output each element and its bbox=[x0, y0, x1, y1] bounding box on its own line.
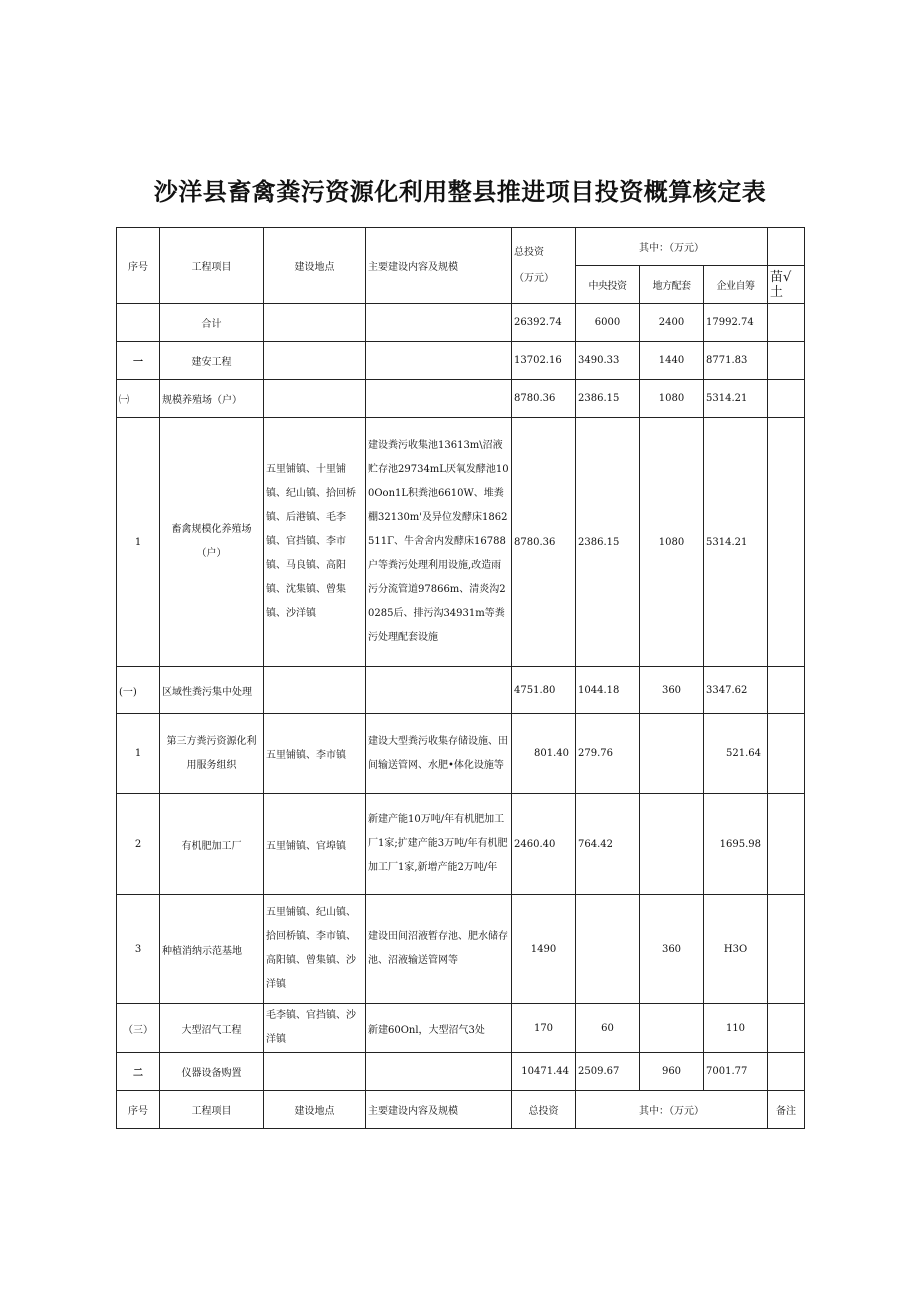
cell-location: 毛李镇、官挡镇、沙洋镇 bbox=[264, 1004, 366, 1053]
cell-enterprise: 3347.62 bbox=[704, 667, 768, 714]
cell-local: 360 bbox=[640, 667, 704, 714]
header-group: 其中：（万元） bbox=[576, 228, 768, 266]
header-remark-top bbox=[768, 228, 805, 266]
cell-seq: 一 bbox=[117, 342, 160, 380]
cell-item: 种植消纳示范基地 bbox=[160, 895, 264, 1004]
header-total bbox=[512, 228, 576, 304]
table-row bbox=[117, 1004, 805, 1053]
cell-enterprise: 521.64 bbox=[704, 714, 768, 794]
table-row bbox=[117, 342, 805, 380]
table-row bbox=[117, 895, 805, 1004]
footer-content: 主要建设内容及规模 bbox=[366, 1091, 512, 1129]
cell-central bbox=[576, 895, 640, 1004]
investment-table bbox=[116, 227, 805, 1129]
cell-item: 规模养殖场（户） bbox=[160, 380, 264, 418]
cell-total: 170 bbox=[512, 1004, 576, 1053]
cell-seq: 1 bbox=[117, 714, 160, 794]
cell-local: 1440 bbox=[640, 342, 704, 380]
cell-content bbox=[366, 1053, 512, 1091]
cell-item: 有机肥加工厂 bbox=[160, 794, 264, 895]
cell-location bbox=[264, 304, 366, 342]
cell-total: 10471.44 bbox=[512, 1053, 576, 1091]
cell-location bbox=[264, 667, 366, 714]
cell-central: 764.42 bbox=[576, 794, 640, 895]
cell-enterprise: 5314.21 bbox=[704, 418, 768, 667]
cell-total: 8780.36 bbox=[512, 418, 576, 667]
cell-content bbox=[366, 667, 512, 714]
cell-item: 仪器设备购置 bbox=[160, 1053, 264, 1091]
cell-item: 区域性粪污集中处理 bbox=[160, 667, 264, 714]
cell-content: 建设大型粪污收集存储设施、田间输送管网、水肥•体化设施等 bbox=[366, 714, 512, 794]
cell-location: 五里铺镇、官埠镇 bbox=[264, 794, 366, 895]
footer-location: 建设地点 bbox=[264, 1091, 366, 1129]
cell-central: 279.76 bbox=[576, 714, 640, 794]
cell-content: 新建产能10万吨/年有机肥加工厂1家;扩建产能3万吨/年有机肥加工厂1家,新增产能2万吨/年 bbox=[366, 794, 512, 895]
cell-location bbox=[264, 380, 366, 418]
repeated-header-row bbox=[117, 1091, 805, 1129]
header-remark-fragment: 苗√土 bbox=[768, 266, 805, 304]
table-row bbox=[117, 714, 805, 794]
header-enterprise: 企业自筹 bbox=[704, 266, 768, 304]
cell-total: 13702.16 bbox=[512, 342, 576, 380]
cell-remark bbox=[768, 714, 805, 794]
table-row bbox=[117, 418, 805, 667]
cell-enterprise: H3O bbox=[704, 895, 768, 1004]
cell-content bbox=[366, 380, 512, 418]
header-location: 建设地点 bbox=[264, 228, 366, 304]
cell-total: 8780.36 bbox=[512, 380, 576, 418]
cell-seq: 3 bbox=[117, 895, 160, 1004]
cell-seq: 1 bbox=[117, 418, 160, 667]
cell-local bbox=[640, 1004, 704, 1053]
cell-local: 2400 bbox=[640, 304, 704, 342]
page-title: 沙洋县畜禽粪污资源化利用整县推进项目投资概算核定表 bbox=[153, 178, 767, 206]
table-row bbox=[117, 1053, 805, 1091]
cell-enterprise: 1695.98 bbox=[704, 794, 768, 895]
header-central: 中央投资 bbox=[576, 266, 640, 304]
cell-remark bbox=[768, 667, 805, 714]
cell-local bbox=[640, 794, 704, 895]
cell-item: 合计 bbox=[160, 304, 264, 342]
cell-seq: 二 bbox=[117, 1053, 160, 1091]
cell-central: 2509.67 bbox=[576, 1053, 640, 1091]
cell-total: 26392.74 bbox=[512, 304, 576, 342]
cell-content bbox=[366, 342, 512, 380]
cell-remark bbox=[768, 895, 805, 1004]
cell-remark bbox=[768, 380, 805, 418]
header-item: 工程项目 bbox=[160, 228, 264, 304]
cell-enterprise: 7001.77 bbox=[704, 1053, 768, 1091]
header-row-1 bbox=[117, 228, 805, 266]
cell-content: 建设田间沼液暂存池、肥水储存池、沼液输送管网等 bbox=[366, 895, 512, 1004]
cell-central: 1044.18 bbox=[576, 667, 640, 714]
cell-central: 60 bbox=[576, 1004, 640, 1053]
cell-total: 801.40 bbox=[512, 714, 576, 794]
header-seq: 序号 bbox=[117, 228, 160, 304]
cell-total: 4751.80 bbox=[512, 667, 576, 714]
cell-remark bbox=[768, 1004, 805, 1053]
cell-enterprise: 17992.74 bbox=[704, 304, 768, 342]
footer-group: 其中：（万元） bbox=[576, 1091, 768, 1129]
cell-remark bbox=[768, 1053, 805, 1091]
cell-remark bbox=[768, 342, 805, 380]
cell-remark bbox=[768, 418, 805, 667]
cell-location: 五里铺镇、十里铺镇、纪山镇、拾回桥镇、后港镇、毛李镇、官挡镇、李市镇、马良镇、高阳镇、沈集镇、曾集镇、沙洋镇 bbox=[264, 418, 366, 667]
cell-location: 五里铺镇、纪山镇、拾回桥镇、李市镇、高阳镇、曾集镇、沙洋镇 bbox=[264, 895, 366, 1004]
cell-local: 1080 bbox=[640, 380, 704, 418]
cell-content bbox=[366, 304, 512, 342]
cell-item: 大型沼气工程 bbox=[160, 1004, 264, 1053]
cell-central: 3490.33 bbox=[576, 342, 640, 380]
cell-total: 1490 bbox=[512, 895, 576, 1004]
cell-location bbox=[264, 1053, 366, 1091]
cell-seq: （三） bbox=[117, 1004, 160, 1053]
cell-seq: (一) bbox=[117, 667, 160, 714]
cell-central: 6000 bbox=[576, 304, 640, 342]
cell-location: 五里铺镇、李市镇 bbox=[264, 714, 366, 794]
cell-central: 2386.15 bbox=[576, 418, 640, 667]
footer-remark: 备注 bbox=[768, 1091, 805, 1129]
cell-remark bbox=[768, 304, 805, 342]
header-local: 地方配套 bbox=[640, 266, 704, 304]
cell-item: 畜禽规模化养殖场（户） bbox=[160, 418, 264, 667]
header-total-line1: 总投资 bbox=[514, 246, 544, 258]
cell-central: 2386.15 bbox=[576, 380, 640, 418]
cell-item: 建安工程 bbox=[160, 342, 264, 380]
cell-seq bbox=[117, 304, 160, 342]
table-row bbox=[117, 667, 805, 714]
cell-enterprise: 5314.21 bbox=[704, 380, 768, 418]
header-content: 主要建设内容及规模 bbox=[366, 228, 512, 304]
table-row bbox=[117, 304, 805, 342]
cell-enterprise: 8771.83 bbox=[704, 342, 768, 380]
cell-location bbox=[264, 342, 366, 380]
cell-remark bbox=[768, 794, 805, 895]
footer-item: 工程项目 bbox=[160, 1091, 264, 1129]
table-row bbox=[117, 380, 805, 418]
cell-content: 建设粪污收集池13613m\沼液贮存池29734mL厌氧发酵池100Oon1L积粪池6610W、堆粪棚32130m'及异位发酵床1862511Γ、牛舍舍内发酵床16788户等粪污处理利用设施,改造雨污分流管道97866m、清炎沟20285后、排污沟34931m等粪污处理配套设施 bbox=[366, 418, 512, 667]
cell-local: 360 bbox=[640, 895, 704, 1004]
footer-total: 总投资 bbox=[512, 1091, 576, 1129]
cell-content: 新建60Onl，大型沼气3处 bbox=[366, 1004, 512, 1053]
cell-enterprise: 110 bbox=[704, 1004, 768, 1053]
table-row bbox=[117, 794, 805, 895]
cell-total: 2460.40 bbox=[512, 794, 576, 895]
cell-seq: 2 bbox=[117, 794, 160, 895]
footer-seq: 序号 bbox=[117, 1091, 160, 1129]
cell-seq: ㈠ bbox=[117, 380, 160, 418]
cell-item: 第三方粪污资源化利用服务组织 bbox=[160, 714, 264, 794]
cell-local: 960 bbox=[640, 1053, 704, 1091]
header-total-line2: （万元） bbox=[514, 272, 554, 284]
cell-local bbox=[640, 714, 704, 794]
cell-local: 1080 bbox=[640, 418, 704, 667]
